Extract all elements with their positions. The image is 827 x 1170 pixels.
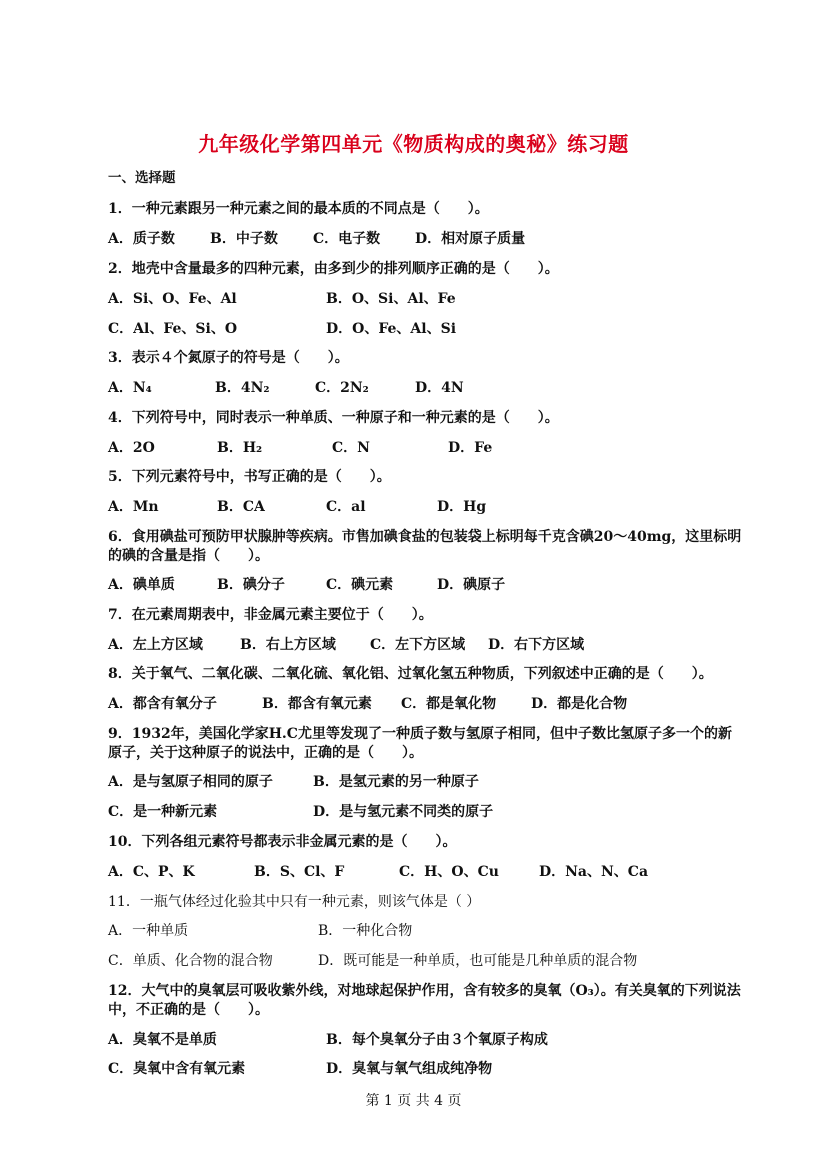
question-12-option-d: D．臭氧与氧气组成纯净物 [326,1061,493,1077]
question-12-stem-line-1: 12．大气中的臭氧层可吸收紫外线，对地球起保护作用，含有较多的臭氧（O₃）。有关臭氧的下列说法 [108,983,741,999]
question-9-option-b: B．是氢元素的另一种原子 [313,774,479,790]
question-8-option-b: B．都含有氧元素 [262,696,372,712]
question-9-option-d: D．是与氢元素不同类的原子 [313,804,494,820]
question-2-stem: 2．地壳中含量最多的四种元素，由多到少的排列顺序正确的是（ ）。 [108,261,559,277]
question-7-option-d: D．右下方区域 [488,637,585,653]
question-9-option-c: C．是一种新元素 [108,804,218,820]
question-4-option-b: B．H₂ [217,440,263,456]
question-4-option-a: A．2O [108,440,155,456]
question-6-option-b: B．碘分子 [217,577,285,593]
page-footer: 第 1 页 共 4 页 [365,1093,462,1109]
question-7-option-b: B．右上方区域 [240,637,336,653]
question-1-option-a: A．质子数 [108,231,175,247]
question-4-option-d: D．Fe [448,440,493,456]
question-12-option-c: C．臭氧中含有氧元素 [108,1061,246,1077]
document-title: 九年级化学第四单元《物质构成的奥秘》练习题 [198,132,629,156]
question-10-option-b: B．S、Cl、F [254,864,345,880]
question-6-option-a: A．碘单质 [108,577,175,593]
question-8-option-d: D．都是化合物 [531,696,628,712]
question-11-option-a: A．一种单质 [108,923,189,939]
question-3-stem: 3．表示４个氮原子的符号是（ ）。 [108,350,349,366]
question-10-option-d: D．Na、N、Ca [539,864,649,880]
question-9-stem-line-1: 9．1932年，美国化学家H.C尤里等发现了一种质子数与氢原子相同，但中子数比氢原子多一个的新 [108,726,732,742]
question-8-option-a: A．都含有氧分子 [108,696,217,712]
question-1-option-c: C．电子数 [313,231,381,247]
question-12-stem-line-2: 中，不正确的是（ ）。 [108,1002,269,1018]
question-7-option-a: A．左上方区域 [108,637,203,653]
question-5-option-a: A．Mn [108,499,159,515]
question-6-stem-line-1: 6．食用碘盐可预防甲状腺肿等疾病。市售加碘食盐的包装袋上标明每千克含碘20～40mg，这里标明 [108,529,742,545]
question-11-option-d: D．既可能是一种单质，也可能是几种单质的混合物 [318,953,638,969]
question-6-option-c: C．碘元素 [326,577,394,593]
question-2-option-d: D．O、Fe、Al、Si [326,321,457,337]
question-5-option-c: C．al [326,499,366,515]
question-11-option-c: C．单质、化合物的混合物 [108,953,273,969]
question-3-option-a: A．N₄ [108,380,152,396]
question-1-stem: 1．一种元素跟另一种元素之间的最本质的不同点是（ ）。 [108,201,489,217]
question-10-stem: 10．下列各组元素符号都表示非金属元素的是（ ）。 [108,834,457,850]
question-2-option-a: A．Si、O、Fe、Al [108,291,237,307]
question-4-stem: 4．下列符号中，同时表示一种单质、一种原子和一种元素的是（ ）。 [108,410,559,426]
question-6-stem-line-2: 的碘的含量是指（ ）。 [108,548,269,564]
question-5-option-d: D．Hg [437,499,487,515]
question-2-option-b: B．O、Si、Al、Fe [326,291,456,307]
question-1-option-d: D．相对原子质量 [415,231,526,247]
question-5-stem: 5．下列元素符号中，书写正确的是（ ）。 [108,469,391,485]
question-9-stem-line-2: 原子，关于这种原子的说法中，正确的是（ ）。 [108,745,423,761]
question-3-option-d: D．4N [415,380,464,396]
question-11-stem: 11．一瓶气体经过化验其中只有一种元素，则该气体是（ ） [108,894,481,910]
question-7-stem: 7．在元素周期表中，非金属元素主要位于（ ）。 [108,607,433,623]
question-7-option-c: C．左下方区域 [370,637,466,653]
question-1-option-b: B．中子数 [210,231,278,247]
question-9-option-a: A．是与氢原子相同的原子 [108,774,273,790]
question-11-option-b: B．一种化合物 [318,923,413,939]
question-10-option-a: A．C、P、K [108,864,195,880]
question-2-option-c: C．Al、Fe、Si、O [108,321,238,337]
question-12-option-b: B．每个臭氧分子由３个氧原子构成 [326,1032,548,1048]
question-6-option-d: D．碘原子 [437,577,506,593]
question-4-option-c: C．N [332,440,370,456]
question-8-stem: 8．关于氧气、二氧化碳、二氧化硫、氧化铝、过氧化氢五种物质，下列叙述中正确的是（ ）。 [108,666,713,682]
question-5-option-b: B．CA [217,499,265,515]
question-10-option-c: C．H、O、Cu [399,864,499,880]
question-3-option-b: B．4N₂ [215,380,270,396]
section-heading: 一、选择题 [108,170,176,186]
question-12-option-a: A．臭氧不是单质 [108,1032,217,1048]
question-3-option-c: C．2N₂ [315,380,369,396]
question-8-option-c: C．都是氧化物 [401,696,497,712]
